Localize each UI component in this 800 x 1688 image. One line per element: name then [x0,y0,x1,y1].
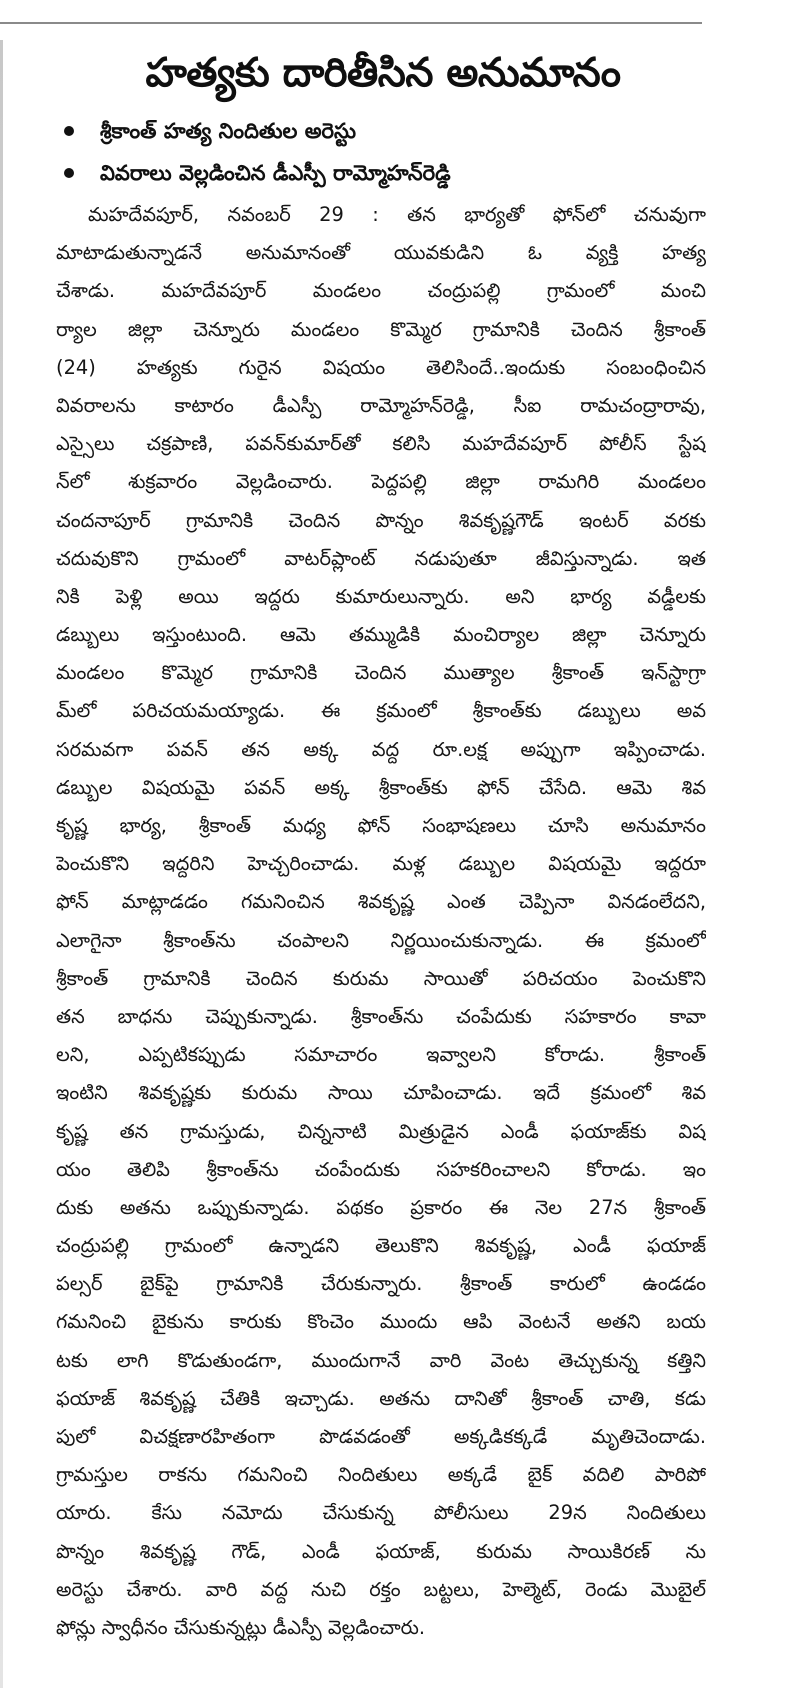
body-line: యారు. కేసు నమోదు చేసుకున్న పోలీసులు 29న నిందితులు [56,1501,706,1525]
body-line: డబ్బులు ఇస్తుంటుంది. ఆమె తమ్ముడికి మంచిర్యాల జిల్లా చెన్నూరు [56,623,706,647]
body-line: లని, ఎప్పటికప్పుడు సమాచారం ఇవ్వాలని కోరాడు. శ్రీకాంత్ [56,1043,706,1067]
body-line: మాటాడుతున్నాడనే అనుమానంతో యువకుడిని ఓ వ్యక్తి హత్య [56,241,706,265]
body-line: పొన్నం శివకృష్ణ గౌడ్, ఎండీ ఫయాజ్, కురుమ సాయికిరణ్ ను [56,1539,706,1563]
body-line: పులో విచక్షణారహితంగా పొడవడంతో అక్కడికక్కడే మృతిచెందాడు. [56,1425,706,1448]
bullet-dot-icon [64,168,74,178]
bullet-dot-icon [64,126,74,136]
body-line: పల్సర్ బైక్‌పై గ్రామానికి చేరుకున్నారు. శ్రీకాంత్ కారులో ఉండడం [56,1272,706,1296]
bullet-item [56,152,706,194]
body-line: వివరాలను కాటారం డీఎస్పీ రామ్మోహన్‌రెడ్డి, సీఐ రామచంద్రారావు, [56,393,706,417]
body-line: యం తెలిపి శ్రీకాంత్‌ను చంపేందుకు సహకరించాలని కోరాడు. ఇం [56,1157,706,1181]
body-line: ఫోన్ మాట్లాడడం గమనించిన శివకృష్ణ ఎంత చెప్పినా వినడంలేదని, [56,890,706,914]
bullet-item [56,110,706,152]
body-line: అరెస్టు చేశారు. వారి వద్ద నుచి రక్తం బట్టలు, హెల్మెట్, రెండు మొబైల్ [56,1577,706,1601]
body-line: తన బాధను చెప్పుకున్నాడు. శ్రీకాంత్‌ను చంపేదుకు సహకారం కావా [56,1004,706,1028]
body-line: పెంచుకొని ఇద్దరిని హెచ్చరించాడు. మళ్ల డబ్బుల విషయమై ఇద్దరూ [56,852,706,876]
body-line: మ్‌లో పరిచయమయ్యాడు. ఈ క్రమంలో శ్రీకాంత్‌కు డబ్బులు అవ [56,699,706,723]
body-line: మండలం కొమ్మెర గ్రామానికి చెందిన ముత్యాల శ్రీకాంత్ ఇన్‌స్టాగ్రా [56,661,706,685]
body-line: చేశాడు. మహదేవపూర్ మండలం చంద్రుపల్లి గ్రామంలో మంచి [56,279,706,303]
body-line: ర్యాల జిల్లా చెన్నూరు మండలం కొమ్మెర గ్రామానికి చెందిన శ్రీకాంత్ [56,317,706,341]
body-line: కృష్ణ తన గ్రామస్తుడు, చిన్ననాటి మిత్రుడైన ఎండీ ఫయాజ్‌కు విష [56,1119,706,1143]
body-line: గమనించి బైకును కారుకు కొంచెం ముందు ఆపి వెంటనే అతని బయ [56,1310,706,1334]
body-line: నికి పెళ్లి అయి ఇద్దరు కుమారులున్నారు. అని భార్య వడ్డీలకు [56,584,706,608]
body-line: చంద్రుపల్లి గ్రామంలో ఉన్నాడని తెలుకొని శివకృష్ణ, ఎండీ ఫయాజ్ [56,1234,706,1258]
left-column-rule [0,40,3,1688]
body-line: ఇంటిని శివకృష్ణకు కురుమ సాయి చూపించాడు. ఇదే క్రమంలో శివ [56,1081,706,1105]
body-line: ఫోన్లు స్వాధీనం చేసుకున్నట్లు డీఎస్పీ వెల్లడించారు. [56,1615,426,1639]
body-line: కృష్ణ భార్య, శ్రీకాంత్ మధ్య ఫోన్ సంభాషణలు చూసి అనుమానం [56,814,706,837]
body-line: (24) హత్యకు గురైన విషయం తెలిసిందే..ఇందుకు సంబంధించిన [56,355,706,379]
body-line: మహదేవపూర్, నవంబర్ 29 : తన భార్యతో ఫోన్‌లో చనువుగా [88,203,706,226]
body-line: చందనాపూర్ గ్రామానికి చెందిన పొన్నం శివకృష్ణగౌడ్ ఇంటర్ వరకు [56,508,706,532]
body-line: న్‌లో శుక్రవారం వెల్లడించారు. పెద్దపల్లి జిల్లా రామగిరి మండలం [56,470,706,494]
body-line: దుకు అతను ఒప్పుకున్నాడు. పథకం ప్రకారం ఈ నెల 27న శ్రీకాంత్ [56,1195,706,1219]
body-line: ఎస్సైలు చక్రపాణి, పవన్‌కుమార్‌తో కలిసి మహదేవపూర్ పోలీస్ స్టేష [56,432,706,456]
body-line: డబ్బుల విషయమై పవన్ అక్క శ్రీకాంత్‌కు ఫోన్ చేసేది. ఆమె శివ [56,775,706,799]
body-line: గ్రామస్తుల రాకను గమనించి నిందితులు అక్కడే బైక్ వదిలి పారిపో [56,1463,706,1487]
subheading-bullets [56,110,706,194]
body-line: టకు లాగి కొడుతుండగా, ముందుగానే వారి వెంట తెచ్చుకున్న కత్తిని [56,1348,706,1372]
body-line: శ్రీకాంత్ గ్రామానికి చెందిన కురుమ సాయితో పరిచయం పెంచుకొని [56,966,706,990]
headline: హత్యకు దారితీసిన అనుమానం [145,50,621,96]
news-article [56,40,706,1647]
body-line: ఫయాజ్ శివకృష్ణ చేతికి ఇచ్చాడు. అతను దానితో శ్రీకాంత్ చాతి, కడు [56,1386,706,1410]
body-line: చదువుకొని గ్రామంలో వాటర్‌ప్లాంట్ నడుపుతూ జీవిస్తున్నాడు. ఇత [56,546,706,570]
article-body [56,196,706,1647]
bullet-text: వివరాలు వెల్లడించిన డీఎస్పీ రామ్మోహన్‌రెడ్డి [100,161,451,185]
top-divider [0,22,702,24]
body-line: ఎలాగైనా శ్రీకాంత్‌ను చంపాలని నిర్ణయించుకున్నాడు. ఈ క్రమంలో [56,928,706,952]
body-line: సరమవగా పవన్ తన అక్క వద్ద రూ.లక్ష అప్పుగా ఇప్పించాడు. [56,737,706,761]
bullet-text: శ్రీకాంత్ హత్య నిందితుల అరెస్టు [100,119,356,143]
